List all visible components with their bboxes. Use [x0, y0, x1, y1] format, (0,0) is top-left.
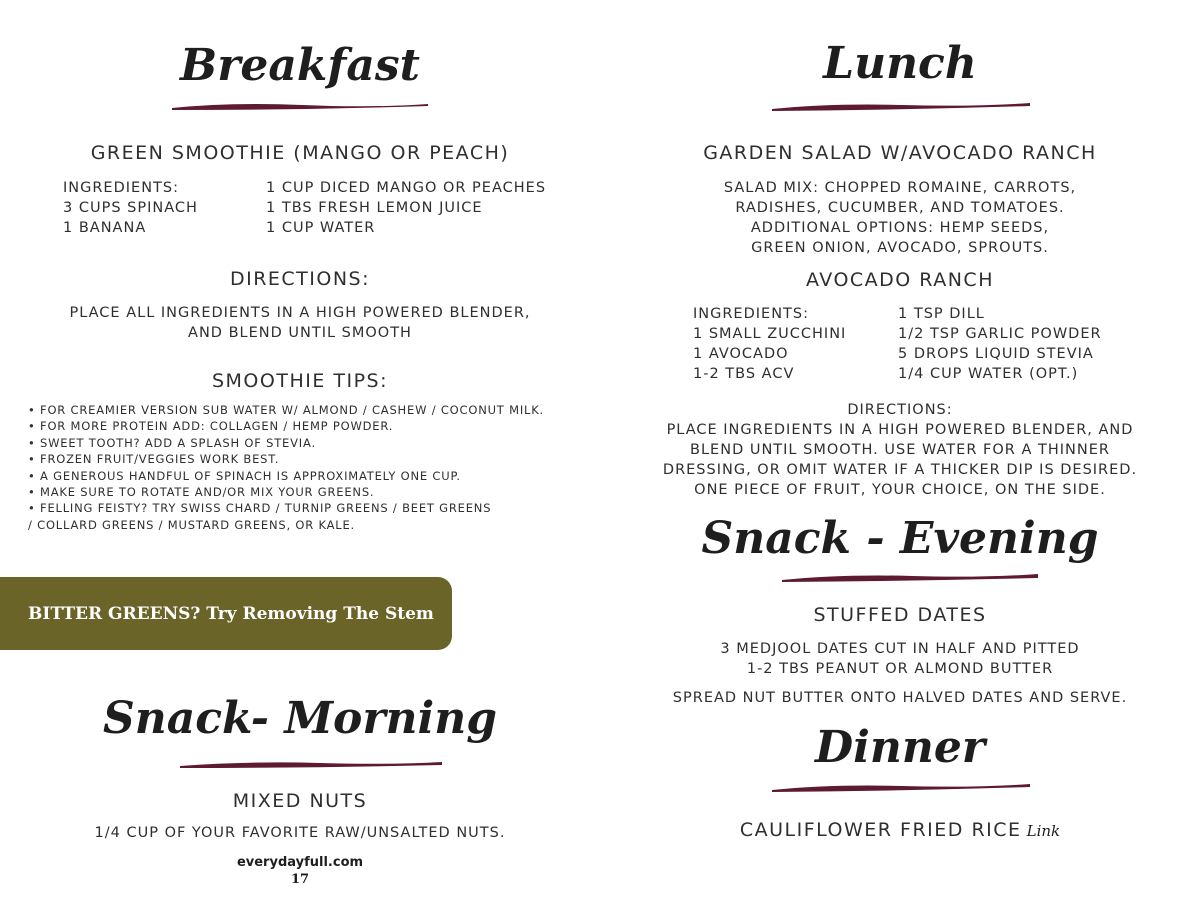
breakfast-directions — [0, 303, 600, 343]
tip-item: • A GENEROUS HANDFUL OF SPINACH IS APPROXIMATELY ONE CUP. — [28, 468, 461, 483]
dinner-recipe-title: CAULIFLOWER FRIED RICE — [739, 819, 1022, 841]
salad-line: RADISHES, CUCUMBER, AND TOMATOES. — [735, 200, 1065, 216]
ingredient-line: 1 SMALL ZUCCHINI — [693, 326, 847, 342]
ranch-ingredients-col2 — [898, 304, 1102, 384]
snack-morning-title: Snack- Morning — [102, 693, 498, 744]
breakfast-title: Breakfast — [180, 40, 420, 91]
ingredient-line: 1 AVOCADO — [693, 346, 789, 362]
salad-line: GREEN ONION, AVOCADO, SPROUTS. — [751, 240, 1049, 256]
direction-line: PLACE ALL INGREDIENTS IN A HIGH POWERED BLENDER, — [69, 305, 531, 321]
direction-line: BLEND UNTIL SMOOTH. USE WATER FOR A THINNER — [690, 442, 1110, 458]
tip-item: • MAKE SURE TO ROTATE AND/OR MIX YOUR GREENS. — [28, 485, 375, 500]
ingredient-line: 1/4 CUP WATER (OPT.) — [898, 366, 1079, 382]
tip-item: • SWEET TOOTH? ADD A SPLASH OF STEVIA. — [28, 435, 316, 450]
site-link[interactable]: everydayfull.com — [236, 855, 364, 870]
dates-serve-line: SPREAD NUT BUTTER ONTO HALVED DATES AND SERVE. — [672, 690, 1128, 706]
ingredient-line: INGREDIENTS: — [63, 180, 179, 196]
breakfast-recipe-title: GREEN SMOOTHIE (MANGO OR PEACH) — [90, 142, 510, 164]
dates-line: 3 MEDJOOL DATES CUT IN HALF AND PITTED — [720, 641, 1080, 657]
page-footer — [200, 855, 400, 887]
mixed-nuts-line: 1/4 CUP OF YOUR FAVORITE RAW/UNSALTED NUTS. — [94, 825, 506, 841]
banner-text: BITTER GREENS? Try Removing The Stem — [28, 603, 434, 624]
stuffed-dates-lines — [600, 639, 1200, 679]
lunch-brush-stroke — [772, 101, 1030, 111]
stuffed-dates-title: STUFFED DATES — [813, 604, 987, 626]
dinner-recipe-row — [600, 819, 1200, 841]
bitter-greens-banner — [0, 577, 452, 650]
tip-item: • FOR CREAMIER VERSION SUB WATER W/ ALMOND / CASHEW / COCONUT MILK. — [28, 403, 545, 417]
right-page — [600, 0, 1200, 900]
tip-item: • FELLING FEISTY? TRY SWISS CHARD / TURNIP GREENS / BEET GREENS — [28, 501, 492, 516]
ingredient-line: INGREDIENTS: — [693, 306, 809, 322]
salad-line: SALAD MIX: CHOPPED ROMAINE, CARROTS, — [723, 180, 1077, 196]
dinner-title: Dinner — [814, 722, 986, 773]
lunch-title: Lunch — [823, 38, 977, 89]
tip-item: • FROZEN FRUIT/VEGGIES WORK BEST. — [28, 452, 280, 467]
ingredient-line: 1/2 TSP GARLIC POWDER — [898, 326, 1102, 342]
avocado-ranch-heading: AVOCADO RANCH — [806, 269, 994, 291]
breakfast-brush-stroke — [172, 101, 428, 111]
direction-line: DRESSING, OR OMIT WATER IF A THICKER DIP IS DESIRED. — [662, 462, 1138, 478]
tip-item: • FOR MORE PROTEIN ADD: COLLAGEN / HEMP POWDER. — [28, 419, 394, 434]
breakfast-ingredients-col2 — [266, 178, 546, 238]
ingredient-line: 1 CUP WATER — [266, 220, 376, 236]
ingredient-line: 1 TBS FRESH LEMON JUICE — [266, 200, 483, 216]
dates-line: 1-2 TBS PEANUT OR ALMOND BUTTER — [746, 661, 1054, 677]
salad-description — [600, 178, 1200, 258]
lunch-recipe-title: GARDEN SALAD W/AVOCADO RANCH — [703, 142, 1097, 164]
snack-evening-title: Snack - Evening — [701, 513, 1099, 564]
mixed-nuts-title: MIXED NUTS — [232, 790, 368, 812]
ingredient-line: 1 BANANA — [63, 220, 147, 236]
smoothie-tips-list — [28, 402, 544, 533]
direction-line: AND BLEND UNTIL SMOOTH — [188, 325, 412, 341]
dinner-brush-stroke — [772, 782, 1030, 792]
ingredient-line: 1 TSP DILL — [898, 306, 985, 322]
recipe-link[interactable]: Link — [1026, 822, 1061, 840]
tip-item: / COLLARD GREENS / MUSTARD GREENS, OR KALE. — [28, 517, 355, 532]
breakfast-directions-heading: DIRECTIONS: — [229, 268, 371, 290]
ingredient-line: 1-2 TBS ACV — [693, 366, 795, 382]
ranch-ingredients-col1 — [693, 304, 846, 384]
page-number: 17 — [290, 872, 310, 887]
ingredient-line: 1 CUP DICED MANGO OR PEACHES — [266, 180, 547, 196]
direction-line: PLACE INGREDIENTS IN A HIGH POWERED BLENDER, AND — [666, 422, 1134, 438]
lunch-directions-heading: DIRECTIONS: — [847, 402, 953, 418]
ingredient-line: 3 CUPS SPINACH — [63, 200, 198, 216]
direction-line: ONE PIECE OF FRUIT, YOUR CHOICE, ON THE SIDE. — [694, 482, 1106, 498]
ingredient-line: 5 DROPS LIQUID STEVIA — [898, 346, 1094, 362]
salad-line: ADDITIONAL OPTIONS: HEMP SEEDS, — [750, 220, 1050, 236]
snack-evening-brush-stroke — [782, 572, 1038, 582]
breakfast-ingredients-col1 — [63, 178, 198, 238]
lunch-directions — [600, 420, 1200, 500]
snack-morning-brush-stroke — [180, 759, 442, 769]
smoothie-tips-heading: SMOOTHIE TIPS: — [211, 370, 389, 392]
